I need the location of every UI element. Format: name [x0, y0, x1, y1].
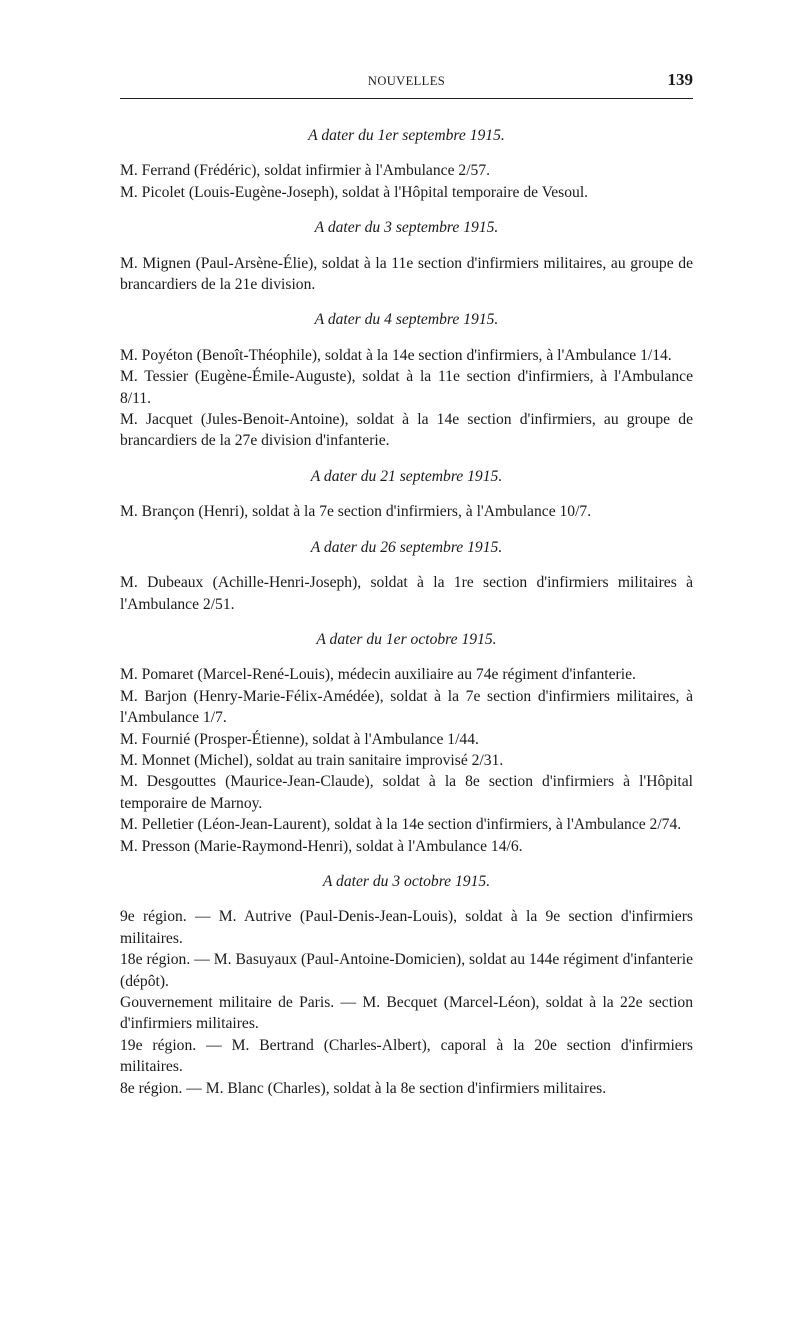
list-item: M. Barjon (Henry-Marie-Félix-Amédée), soldat à la 7e section d'infirmiers militaires, à l'Ambulance 1/7. — [120, 687, 693, 727]
book-page — [120, 68, 693, 1113]
list-item: M. Pelletier (Léon-Jean-Laurent), soldat à la 14e section d'infirmiers, à l'Ambulance 2/74. — [120, 816, 682, 834]
list-item: M. Monnet (Michel), soldat au train sanitaire improvisé 2/31. — [120, 751, 504, 769]
section-4-septembre — [120, 309, 693, 451]
list-item: M. Ferrand (Frédéric), soldat infirmier à l'Ambulance 2/57. — [120, 162, 491, 180]
date-heading: A dater du 1er septembre 1915. — [308, 127, 505, 144]
date-heading: A dater du 26 septembre 1915. — [310, 538, 503, 556]
date-heading: A dater du 21 septembre 1915. — [310, 467, 503, 485]
page-number: 139 — [667, 70, 693, 89]
section-3-octobre — [120, 871, 693, 1099]
list-item: M. Desgouttes (Maurice-Jean-Claude), soldat à la 8e section d'infirmiers à l'Hôpital temporaire de Marnoy. — [120, 773, 693, 812]
section-26-septembre — [120, 537, 693, 615]
list-item: M. Pomaret (Marcel-René-Louis), médecin auxiliaire au 74e régiment d'infanterie. — [120, 666, 636, 684]
running-title: NOUVELLES — [367, 74, 446, 88]
list-item: 8e région. — M. Blanc (Charles), soldat à la 8e section d'infirmiers militaires. — [120, 1079, 607, 1097]
list-item: 19e région. — M. Bertrand (Charles-Albert), caporal à la 20e section d'infirmiers militaires. — [120, 1036, 693, 1076]
list-item: M. Dubeaux (Achille-Henri-Joseph), soldat à la 1re section d'infirmiers militaires à l'Ambulance 2/51. — [120, 574, 693, 613]
section-1er-octobre — [120, 629, 693, 857]
section-3-septembre — [120, 217, 693, 295]
section-1er-septembre — [120, 125, 693, 203]
date-heading: A dater du 3 octobre 1915. — [322, 872, 491, 890]
page-header — [120, 68, 693, 99]
page-content — [120, 125, 693, 1099]
list-item: M. Mignen (Paul-Arsène-Élie), soldat à la 11e section d'infirmiers militaires, au groupe de brancardiers de la 21e division. — [120, 254, 693, 294]
list-item: Gouvernement militaire de Paris. — M. Becquet (Marcel-Léon), soldat à la 22e section d'infirmiers militaires. — [120, 994, 693, 1033]
list-item: M. Jacquet (Jules-Benoit-Antoine), soldat à la 14e section d'infirmiers, au groupe de brancardiers de la 27e division d'infanterie. — [120, 411, 693, 450]
list-item: M. Fournié (Prosper-Étienne), soldat à l'Ambulance 1/44. — [120, 730, 479, 748]
date-heading: A dater du 3 septembre 1915. — [314, 219, 499, 237]
list-item: 9e région. — M. Autrive (Paul-Denis-Jean-Louis), soldat à la 9e section d'infirmiers militaires. — [120, 908, 693, 947]
list-item: M. Tessier (Eugène-Émile-Auguste), soldat à la 11e section d'infirmiers, à l'Ambulance 8/11. — [120, 368, 693, 407]
list-item: M. Brançon (Henri), soldat à la 7e section d'infirmiers, à l'Ambulance 10/7. — [120, 503, 592, 521]
list-item: M. Picolet (Louis-Eugène-Joseph), soldat à l'Hôpital temporaire de Vesoul. — [120, 183, 589, 201]
list-item: 18e région. — M. Basuyaux (Paul-Antoine-Domicien), soldat au 144e régiment d'infanterie (dépôt). — [120, 951, 693, 990]
list-item: M. Poyéton (Benoît-Théophile), soldat à la 14e section d'infirmiers, à l'Ambulance 1/14. — [120, 346, 672, 364]
section-21-septembre — [120, 466, 693, 523]
date-heading: A dater du 4 septembre 1915. — [314, 311, 499, 329]
date-heading: A dater du 1er octobre 1915. — [316, 630, 497, 648]
list-item: M. Presson (Marie-Raymond-Henri), soldat à l'Ambulance 14/6. — [120, 837, 523, 855]
